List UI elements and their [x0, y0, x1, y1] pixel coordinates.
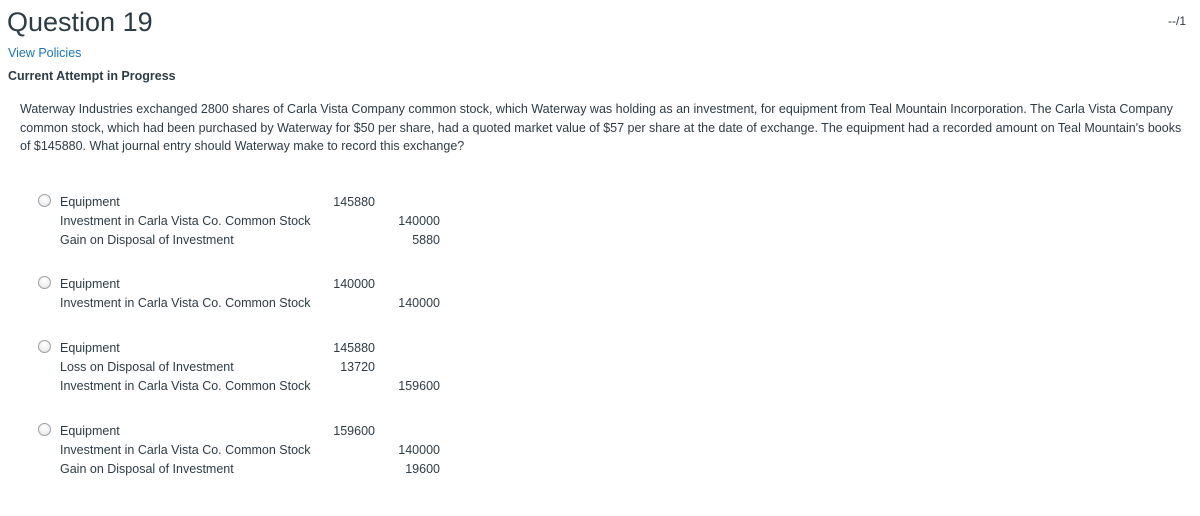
- account-name: Investment in Carla Vista Co. Common Stock: [60, 214, 311, 228]
- account-name: Investment in Carla Vista Co. Common Stock: [60, 379, 311, 393]
- debit-amount: 145880: [333, 341, 375, 355]
- journal-row: [60, 231, 460, 250]
- account-name: Equipment: [60, 424, 120, 438]
- attempt-status: Current Attempt in Progress: [8, 69, 176, 83]
- question-stem: Waterway Industries exchanged 2800 shares of Carla Vista Company common stock, which Waterway was holding as an investment, for equipment from Teal Mountain Incorporation. The Carla Vista Company common stock, which had been purchased by Waterway for $50 per share, had a quoted market value of $57 per share at the date of exchange. The equipment had a recorded amount on Teal Mountain's books of $145880. What journal entry should Waterway make to record this exchange?: [20, 102, 1182, 153]
- credit-amount: 19600: [405, 462, 440, 476]
- account-name: Investment in Carla Vista Co. Common Stock: [60, 443, 311, 457]
- journal-row: [60, 358, 460, 377]
- radio-button[interactable]: [38, 423, 51, 436]
- journal-row: [60, 275, 460, 294]
- journal-row: [60, 460, 460, 479]
- account-name: Investment in Carla Vista Co. Common Stock: [60, 296, 311, 310]
- account-name: Equipment: [60, 277, 120, 291]
- journal-row: [60, 441, 460, 460]
- radio-button[interactable]: [38, 194, 51, 207]
- account-name: Gain on Disposal of Investment: [60, 233, 234, 247]
- journal-row: [60, 339, 460, 358]
- credit-amount: 140000: [398, 214, 440, 228]
- score-label: --/1: [1168, 14, 1186, 28]
- journal-row: [60, 422, 460, 441]
- journal-row: [60, 377, 460, 396]
- debit-amount: 13720: [340, 360, 375, 374]
- journal-row: [60, 294, 460, 313]
- account-name: Loss on Disposal of Investment: [60, 360, 234, 374]
- credit-amount: 140000: [398, 443, 440, 457]
- credit-amount: 159600: [398, 379, 440, 393]
- journal-row: [60, 212, 460, 231]
- radio-button[interactable]: [38, 340, 51, 353]
- debit-amount: 159600: [333, 424, 375, 438]
- journal-row: [60, 193, 460, 212]
- account-name: Gain on Disposal of Investment: [60, 462, 234, 476]
- view-policies-link[interactable]: View Policies: [8, 46, 82, 60]
- account-name: Equipment: [60, 341, 120, 355]
- account-name: Equipment: [60, 195, 120, 209]
- credit-amount: 5880: [412, 233, 440, 247]
- debit-amount: 140000: [333, 277, 375, 291]
- credit-amount: 140000: [398, 296, 440, 310]
- debit-amount: 145880: [333, 195, 375, 209]
- radio-button[interactable]: [38, 276, 51, 289]
- question-title: Question 19: [7, 7, 153, 37]
